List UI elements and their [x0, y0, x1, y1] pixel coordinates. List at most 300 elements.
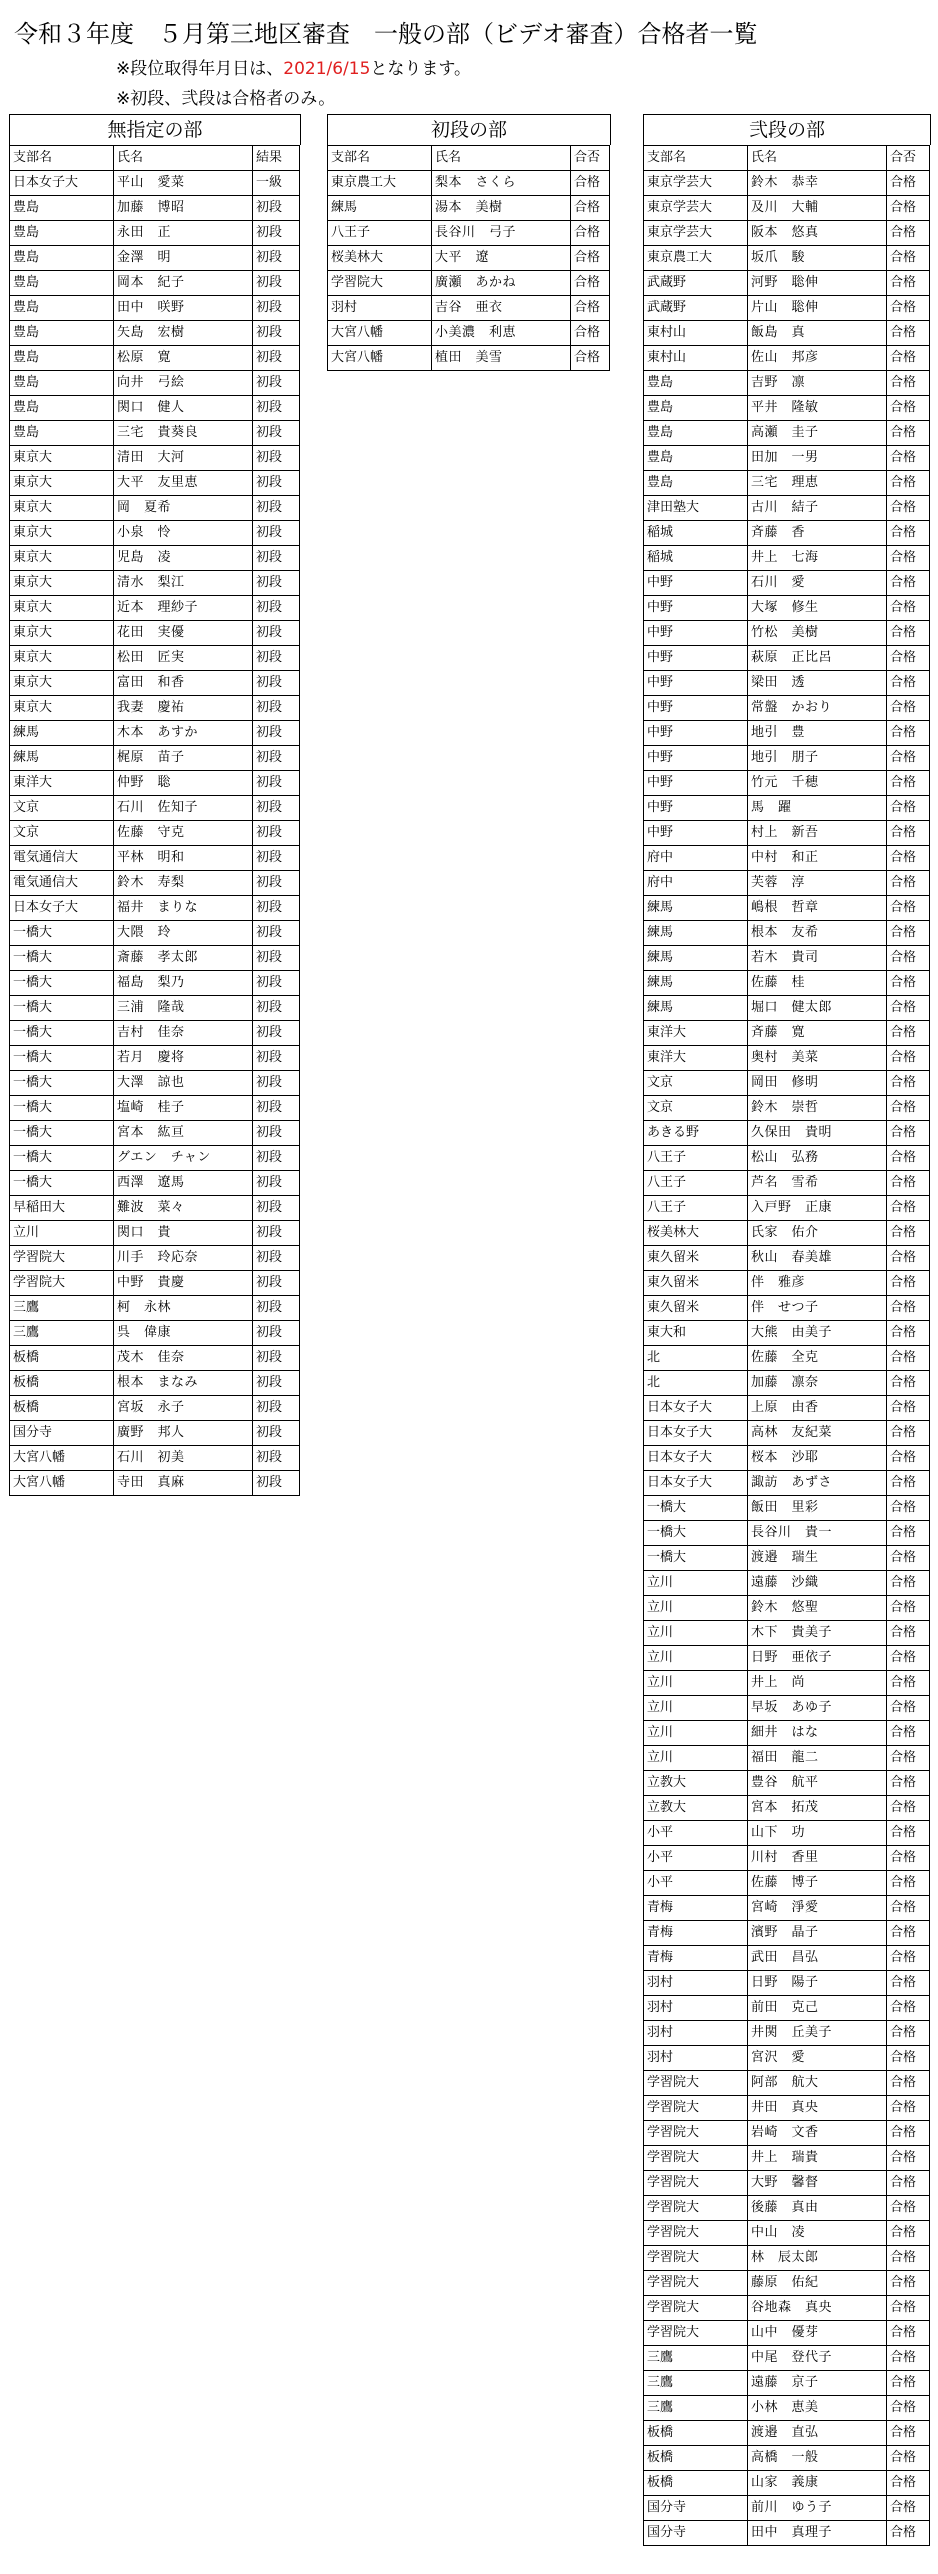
result-cell: 合格: [887, 1121, 930, 1146]
table-row: [10, 196, 300, 221]
branch-cell: 桜美林大: [328, 246, 432, 271]
result-cell: 合格: [887, 1521, 930, 1546]
result-cell: 合格: [887, 1221, 930, 1246]
result-cell: 合格: [887, 271, 930, 296]
branch-cell: 東京大: [10, 646, 114, 671]
result-cell: 合格: [887, 1496, 930, 1521]
result-cell: 合格: [887, 1746, 930, 1771]
name-cell: 関口 貴: [114, 1221, 253, 1246]
branch-cell: 文京: [644, 1071, 748, 1096]
name-cell: 鈴木 寿梨: [114, 871, 253, 896]
table-row: [10, 1021, 300, 1046]
result-cell: 合格: [887, 1621, 930, 1646]
name-cell: 氏家 佑介: [748, 1221, 887, 1246]
name-cell: 松田 匠実: [114, 646, 253, 671]
branch-cell: 練馬: [10, 721, 114, 746]
branch-cell: 三鷹: [10, 1296, 114, 1321]
branch-cell: 東京大: [10, 621, 114, 646]
table-row: [10, 796, 300, 821]
result-cell: 合格: [887, 1071, 930, 1096]
branch-cell: 立川: [644, 1746, 748, 1771]
table-row: [644, 621, 930, 646]
branch-cell: 電気通信大: [10, 871, 114, 896]
result-cell: 合格: [887, 796, 930, 821]
name-cell: 井上 尚: [748, 1671, 887, 1696]
branch-cell: 武蔵野: [644, 296, 748, 321]
result-cell: 合格: [887, 1021, 930, 1046]
name-cell: 秋山 春美雄: [748, 1246, 887, 1271]
table-row: [644, 2096, 930, 2121]
name-cell: 阿部 航大: [748, 2071, 887, 2096]
table-row: [644, 1521, 930, 1546]
result-cell: 合格: [887, 1196, 930, 1221]
name-cell: 大隈 玲: [114, 921, 253, 946]
result-cell: 初段: [253, 471, 300, 496]
result-cell: 初段: [253, 271, 300, 296]
result-cell: 初段: [253, 696, 300, 721]
name-cell: 廣野 邦人: [114, 1421, 253, 1446]
name-cell: 向井 弓絵: [114, 371, 253, 396]
table-row: [644, 521, 930, 546]
result-cell: 初段: [253, 346, 300, 371]
table-row: [644, 171, 930, 196]
branch-cell: 豊島: [644, 371, 748, 396]
result-cell: 合格: [887, 921, 930, 946]
table-row: [10, 896, 300, 921]
table-row: [644, 1846, 930, 1871]
table-row: [10, 521, 300, 546]
result-cell: 合格: [887, 771, 930, 796]
table-row: [644, 421, 930, 446]
branch-cell: 文京: [10, 796, 114, 821]
table-row: [644, 446, 930, 471]
name-cell: 呉 偉康: [114, 1321, 253, 1346]
table-row: [644, 1296, 930, 1321]
name-cell: 伴 雅彦: [748, 1271, 887, 1296]
branch-cell: 学習院大: [644, 2321, 748, 2346]
branch-cell: 学習院大: [644, 2296, 748, 2321]
name-cell: 大塚 修生: [748, 596, 887, 621]
result-cell: 合格: [887, 1271, 930, 1296]
table-row: [10, 471, 300, 496]
branch-cell: 学習院大: [328, 271, 432, 296]
result-cell: 合格: [887, 1821, 930, 1846]
name-cell: 福井 まりな: [114, 896, 253, 921]
branch-cell: 三鷹: [644, 2346, 748, 2371]
table-row: [10, 996, 300, 1021]
table-row: [644, 371, 930, 396]
name-cell: 渡邉 直弘: [748, 2421, 887, 2446]
branch-cell: 大宮八幡: [328, 346, 432, 371]
table-row: [328, 271, 610, 296]
result-cell: 合格: [887, 1596, 930, 1621]
result-cell: 初段: [253, 946, 300, 971]
table-row: [644, 1096, 930, 1121]
result-cell: 初段: [253, 371, 300, 396]
table-row: [10, 846, 300, 871]
table-row: [10, 1071, 300, 1096]
branch-cell: 東洋大: [644, 1021, 748, 1046]
branch-cell: 豊島: [10, 346, 114, 371]
column-header-name: 氏名: [432, 146, 571, 171]
column-header-branch: 支部名: [328, 146, 432, 171]
branch-cell: 東京大: [10, 671, 114, 696]
table-row: [644, 1971, 930, 1996]
name-cell: 中野 貴慶: [114, 1271, 253, 1296]
name-cell: 近本 理紗子: [114, 596, 253, 621]
result-cell: 合格: [887, 1046, 930, 1071]
result-cell: 合格: [887, 2521, 930, 2546]
name-cell: 茂木 佳奈: [114, 1346, 253, 1371]
table-row: [328, 321, 610, 346]
branch-cell: 東久留米: [644, 1246, 748, 1271]
table-row: [10, 271, 300, 296]
table-row: [644, 346, 930, 371]
branch-cell: 中野: [644, 671, 748, 696]
result-cell: 合格: [887, 896, 930, 921]
result-cell: 初段: [253, 1421, 300, 1446]
table-row: [644, 2246, 930, 2271]
name-cell: 大平 遼: [432, 246, 571, 271]
name-cell: 湯本 美樹: [432, 196, 571, 221]
branch-cell: 板橋: [644, 2446, 748, 2471]
table-nidan: [643, 114, 931, 2546]
branch-cell: 東京農工大: [644, 246, 748, 271]
table-row: [644, 946, 930, 971]
table-row: [10, 1396, 300, 1421]
name-cell: 若木 貴司: [748, 946, 887, 971]
name-cell: 斉藤 香: [748, 521, 887, 546]
branch-cell: 八王子: [644, 1196, 748, 1221]
name-cell: 小泉 怜: [114, 521, 253, 546]
table-row: [10, 696, 300, 721]
branch-cell: 一橋大: [10, 996, 114, 1021]
table-unspecified: [9, 114, 301, 1496]
branch-cell: 豊島: [10, 296, 114, 321]
branch-cell: 一橋大: [10, 971, 114, 996]
name-cell: 福田 龍二: [748, 1746, 887, 1771]
table-row: [644, 746, 930, 771]
name-cell: 根本 まなみ: [114, 1371, 253, 1396]
table-row: [10, 621, 300, 646]
branch-cell: 中野: [644, 721, 748, 746]
name-cell: 佐山 邦彦: [748, 346, 887, 371]
table-row: [644, 1421, 930, 1446]
table-row: [644, 1621, 930, 1646]
result-cell: 合格: [887, 2021, 930, 2046]
table-row: [644, 2196, 930, 2221]
name-cell: 柯 永林: [114, 1296, 253, 1321]
table-row: [644, 221, 930, 246]
table-row: [328, 221, 610, 246]
branch-cell: 学習院大: [644, 2171, 748, 2196]
result-cell: 初段: [253, 246, 300, 271]
name-cell: 山中 優芽: [748, 2321, 887, 2346]
branch-cell: 学習院大: [644, 2246, 748, 2271]
result-cell: 合格: [571, 346, 610, 371]
branch-cell: 大宮八幡: [10, 1471, 114, 1496]
name-cell: 仲野 聡: [114, 771, 253, 796]
table-row: [644, 2521, 930, 2546]
branch-cell: 学習院大: [10, 1271, 114, 1296]
table-row: [10, 921, 300, 946]
name-cell: 阪本 悠真: [748, 221, 887, 246]
branch-cell: 学習院大: [644, 2071, 748, 2096]
branch-cell: 電気通信大: [10, 846, 114, 871]
name-cell: 萩原 正比呂: [748, 646, 887, 671]
result-cell: 初段: [253, 496, 300, 521]
branch-cell: 稲城: [644, 546, 748, 571]
branch-cell: 東京大: [10, 696, 114, 721]
name-cell: 早坂 あゆ子: [748, 1696, 887, 1721]
results-table: [643, 145, 930, 2546]
table-row: [10, 1321, 300, 1346]
name-cell: 石川 初美: [114, 1446, 253, 1471]
name-cell: 佐藤 博子: [748, 1871, 887, 1896]
table-row: [644, 1146, 930, 1171]
branch-cell: 東京大: [10, 546, 114, 571]
table-row: [10, 1246, 300, 1271]
table-row: [10, 1421, 300, 1446]
result-cell: 合格: [887, 2321, 930, 2346]
branch-cell: 中野: [644, 646, 748, 671]
branch-cell: 一橋大: [10, 946, 114, 971]
result-cell: 合格: [887, 371, 930, 396]
result-cell: 合格: [887, 1996, 930, 2021]
result-cell: 合格: [887, 2446, 930, 2471]
result-cell: 合格: [887, 346, 930, 371]
name-cell: 藤原 佑紀: [748, 2271, 887, 2296]
result-cell: 合格: [887, 1146, 930, 1171]
column-header-name: 氏名: [748, 146, 887, 171]
result-cell: 合格: [887, 2346, 930, 2371]
result-cell: 初段: [253, 1046, 300, 1071]
result-cell: 合格: [887, 1421, 930, 1446]
branch-cell: 豊島: [10, 421, 114, 446]
table-row: [644, 2046, 930, 2071]
branch-cell: 大宮八幡: [328, 321, 432, 346]
result-cell: 初段: [253, 771, 300, 796]
name-cell: 芦名 雪希: [748, 1171, 887, 1196]
table-row: [644, 1221, 930, 1246]
branch-cell: 青梅: [644, 1921, 748, 1946]
name-cell: 常盤 かおり: [748, 696, 887, 721]
branch-cell: 豊島: [644, 446, 748, 471]
result-cell: 初段: [253, 1146, 300, 1171]
result-cell: 合格: [887, 1721, 930, 1746]
branch-cell: 一橋大: [10, 1096, 114, 1121]
result-cell: 初段: [253, 1346, 300, 1371]
result-cell: 初段: [253, 1471, 300, 1496]
branch-cell: 三鷹: [644, 2371, 748, 2396]
table-row: [10, 1196, 300, 1221]
result-cell: 初段: [253, 871, 300, 896]
branch-cell: 豊島: [644, 421, 748, 446]
table-row: [10, 1471, 300, 1496]
name-cell: 宮沢 愛: [748, 2046, 887, 2071]
result-cell: 初段: [253, 846, 300, 871]
table-row: [644, 2071, 930, 2096]
result-cell: 合格: [887, 2146, 930, 2171]
table-row: [644, 296, 930, 321]
name-cell: 佐藤 桂: [748, 971, 887, 996]
result-cell: 合格: [887, 446, 930, 471]
branch-cell: 八王子: [328, 221, 432, 246]
name-cell: 佐藤 全克: [748, 1346, 887, 1371]
name-cell: 宮崎 淨愛: [748, 1896, 887, 1921]
result-cell: 合格: [887, 746, 930, 771]
table-row: [10, 396, 300, 421]
result-cell: 合格: [887, 596, 930, 621]
result-cell: 合格: [887, 1796, 930, 1821]
branch-cell: 東洋大: [10, 771, 114, 796]
result-cell: 合格: [887, 521, 930, 546]
result-cell: 合格: [887, 971, 930, 996]
result-cell: 合格: [887, 2396, 930, 2421]
name-cell: 我妻 慶祐: [114, 696, 253, 721]
branch-cell: 中野: [644, 771, 748, 796]
result-cell: 合格: [887, 2221, 930, 2246]
result-cell: 初段: [253, 296, 300, 321]
table-row: [10, 371, 300, 396]
branch-cell: 稲城: [644, 521, 748, 546]
branch-cell: 立川: [644, 1721, 748, 1746]
name-cell: 石川 愛: [748, 571, 887, 596]
name-cell: 田中 咲野: [114, 296, 253, 321]
column-header-result: 結果: [253, 146, 300, 171]
name-cell: 地引 朋子: [748, 746, 887, 771]
name-cell: 竹松 美樹: [748, 621, 887, 646]
table-row: [644, 2296, 930, 2321]
result-cell: 合格: [887, 1096, 930, 1121]
name-cell: 塩崎 桂子: [114, 1096, 253, 1121]
branch-cell: 練馬: [644, 896, 748, 921]
branch-cell: 一橋大: [644, 1496, 748, 1521]
name-cell: 高瀬 圭子: [748, 421, 887, 446]
result-cell: 合格: [887, 1846, 930, 1871]
result-cell: 合格: [887, 221, 930, 246]
branch-cell: 青梅: [644, 1896, 748, 1921]
branch-cell: 一橋大: [10, 1071, 114, 1096]
branch-cell: 立川: [644, 1596, 748, 1621]
name-cell: 河野 聡伸: [748, 271, 887, 296]
table-row: [644, 1471, 930, 1496]
branch-cell: 日本女子大: [644, 1471, 748, 1496]
table-row: [644, 2346, 930, 2371]
name-cell: 大澤 諒也: [114, 1071, 253, 1096]
branch-cell: 国分寺: [10, 1421, 114, 1446]
result-cell: 合格: [887, 671, 930, 696]
table-row: [10, 1171, 300, 1196]
name-cell: 後藤 真由: [748, 2196, 887, 2221]
table-row: [10, 971, 300, 996]
name-cell: 濱野 晶子: [748, 1921, 887, 1946]
result-cell: 初段: [253, 996, 300, 1021]
table-row: [644, 396, 930, 421]
table-row: [10, 546, 300, 571]
name-cell: 福島 梨乃: [114, 971, 253, 996]
name-cell: 梶原 苗子: [114, 746, 253, 771]
table-row: [10, 496, 300, 521]
result-cell: 合格: [887, 1871, 930, 1896]
name-cell: 加藤 博昭: [114, 196, 253, 221]
table-row: [644, 646, 930, 671]
result-cell: 合格: [887, 871, 930, 896]
table-row: [644, 596, 930, 621]
table-row: [644, 2446, 930, 2471]
result-cell: 初段: [253, 646, 300, 671]
table-row: [644, 1246, 930, 1271]
branch-cell: 武蔵野: [644, 271, 748, 296]
table-row: [10, 321, 300, 346]
table-row: [10, 1446, 300, 1471]
name-cell: 松原 寛: [114, 346, 253, 371]
name-cell: 竹元 千穂: [748, 771, 887, 796]
name-cell: 若月 慶将: [114, 1046, 253, 1071]
name-cell: 矢島 宏樹: [114, 321, 253, 346]
branch-cell: 羽村: [328, 296, 432, 321]
table-row: [10, 821, 300, 846]
branch-cell: 中野: [644, 746, 748, 771]
name-cell: 大熊 由美子: [748, 1321, 887, 1346]
branch-cell: 練馬: [328, 196, 432, 221]
result-cell: 初段: [253, 721, 300, 746]
branch-cell: 東久留米: [644, 1296, 748, 1321]
branch-cell: 学習院大: [644, 2221, 748, 2246]
table-row: [644, 1596, 930, 1621]
result-cell: 初段: [253, 421, 300, 446]
table-row: [10, 421, 300, 446]
name-cell: 花田 実優: [114, 621, 253, 646]
name-cell: 金澤 明: [114, 246, 253, 271]
name-cell: 難波 菜々: [114, 1196, 253, 1221]
table-row: [644, 1446, 930, 1471]
result-cell: 合格: [571, 171, 610, 196]
name-cell: 斉藤 寛: [748, 1021, 887, 1046]
result-cell: 合格: [887, 171, 930, 196]
branch-cell: 立川: [644, 1621, 748, 1646]
result-cell: 初段: [253, 571, 300, 596]
name-cell: 鈴木 悠聖: [748, 1596, 887, 1621]
result-cell: 合格: [887, 1646, 930, 1671]
result-cell: 合格: [887, 2096, 930, 2121]
name-cell: 関口 健人: [114, 396, 253, 421]
name-cell: 加藤 凛奈: [748, 1371, 887, 1396]
result-cell: 合格: [887, 1546, 930, 1571]
result-cell: 合格: [887, 2196, 930, 2221]
name-cell: 上原 由香: [748, 1396, 887, 1421]
result-cell: 合格: [571, 196, 610, 221]
result-cell: 合格: [887, 496, 930, 521]
branch-cell: 立川: [644, 1696, 748, 1721]
name-cell: 林 辰太郎: [748, 2246, 887, 2271]
name-cell: 坂爪 駿: [748, 246, 887, 271]
branch-cell: 三鷹: [644, 2396, 748, 2421]
branch-cell: 津田塾大: [644, 496, 748, 521]
branch-cell: 学習院大: [644, 2146, 748, 2171]
table-row: [644, 2021, 930, 2046]
result-cell: 合格: [887, 1896, 930, 1921]
branch-cell: 立川: [644, 1646, 748, 1671]
name-cell: 田中 真理子: [748, 2521, 887, 2546]
branch-cell: 北: [644, 1371, 748, 1396]
result-cell: 合格: [887, 996, 930, 1021]
table-row: [644, 796, 930, 821]
table-row: [644, 821, 930, 846]
branch-cell: 日本女子大: [644, 1396, 748, 1421]
table-row: [644, 896, 930, 921]
column-header-branch: 支部名: [644, 146, 748, 171]
